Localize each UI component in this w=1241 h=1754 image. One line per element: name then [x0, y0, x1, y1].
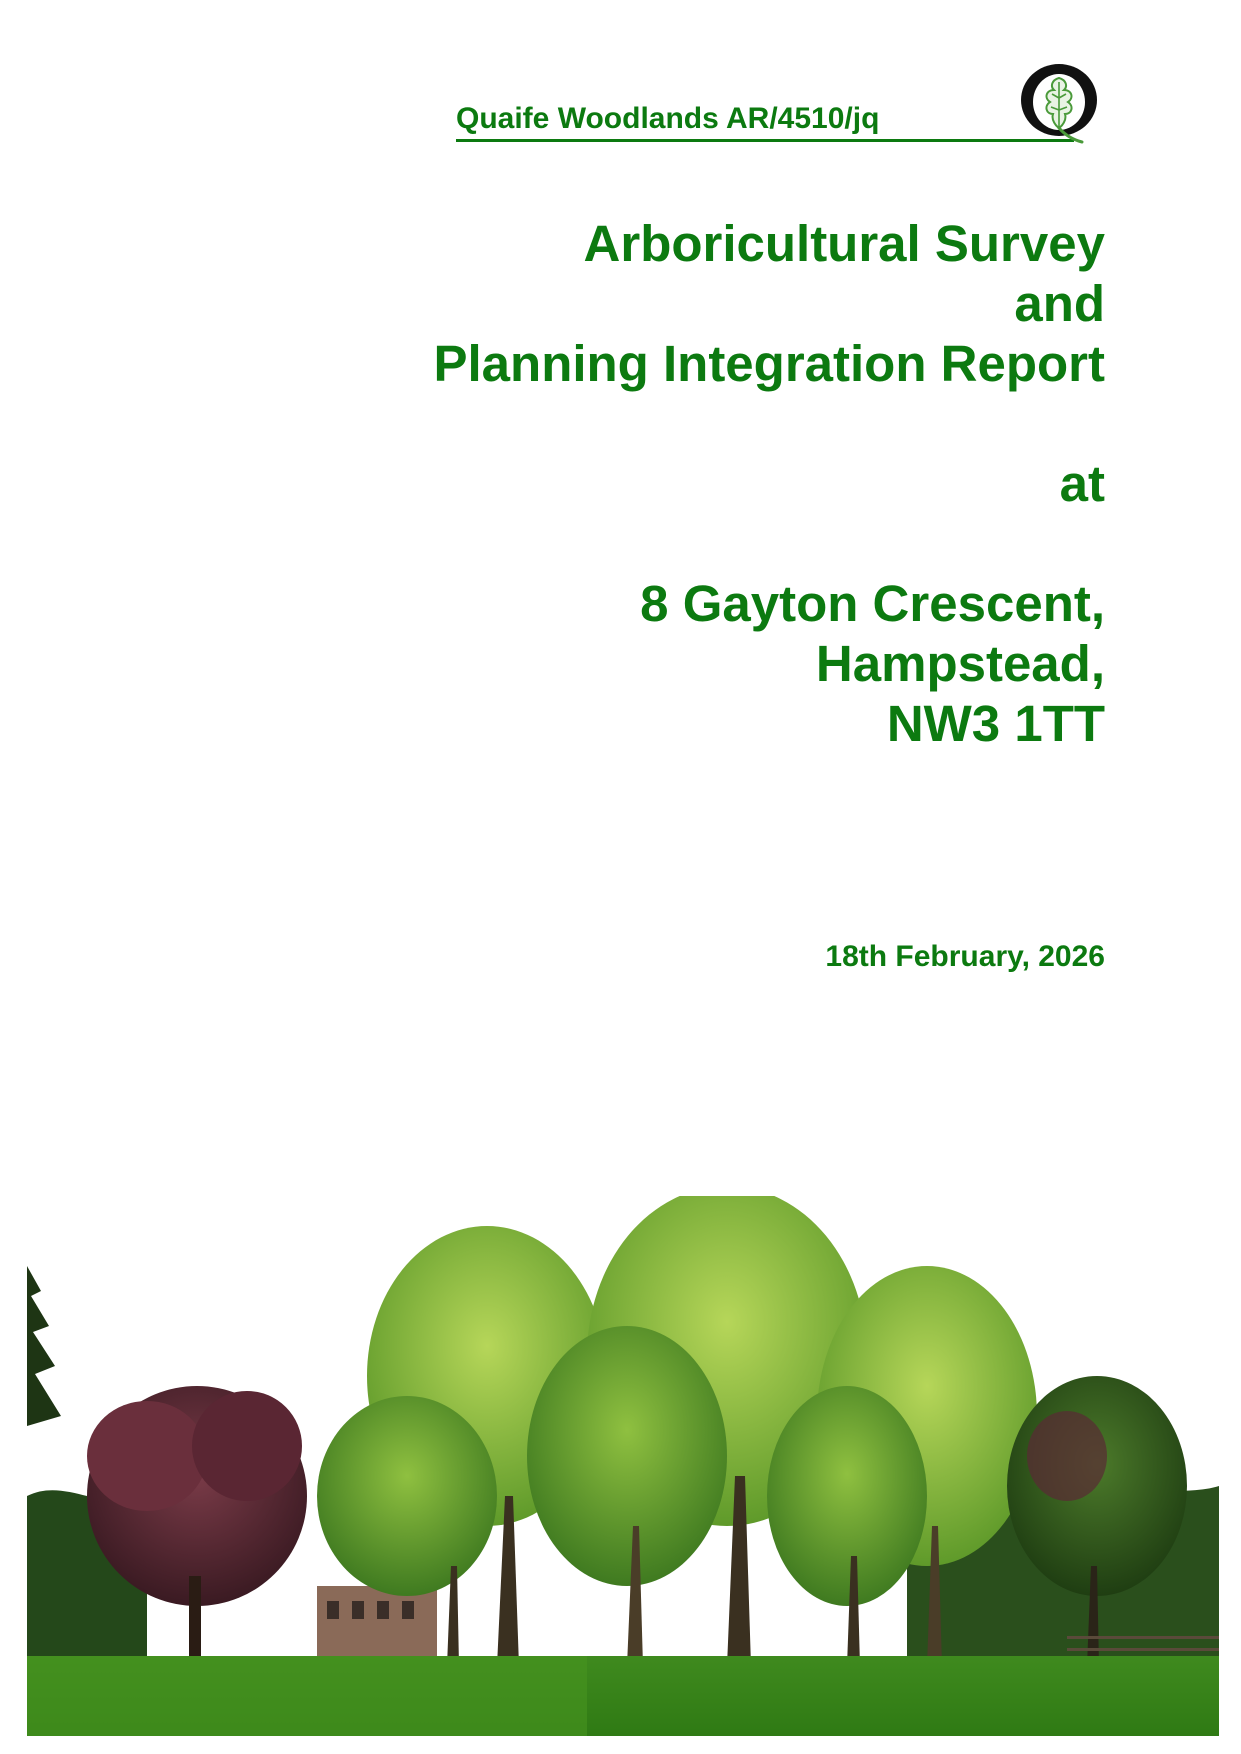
address-line-3: NW3 1TT — [886, 695, 1105, 752]
address-line-1: 8 Gayton Crescent, — [640, 575, 1105, 632]
oak-leaf-q-logo-icon — [1016, 58, 1106, 148]
title-at: at — [1059, 455, 1105, 512]
title-line-2: and — [1014, 275, 1105, 332]
header-rule — [456, 139, 1074, 142]
report-reference: Quaife Woodlands AR/4510/jq — [456, 102, 880, 135]
report-date: 18th February, 2026 — [825, 940, 1105, 973]
address-line-2: Hampstead, — [815, 635, 1105, 692]
report-title-block — [305, 214, 1105, 754]
tree-landscape-photo-icon — [27, 1196, 1219, 1736]
title-line-1: Arboricultural Survey — [583, 215, 1105, 272]
title-line-3: Planning Integration Report — [433, 335, 1105, 392]
